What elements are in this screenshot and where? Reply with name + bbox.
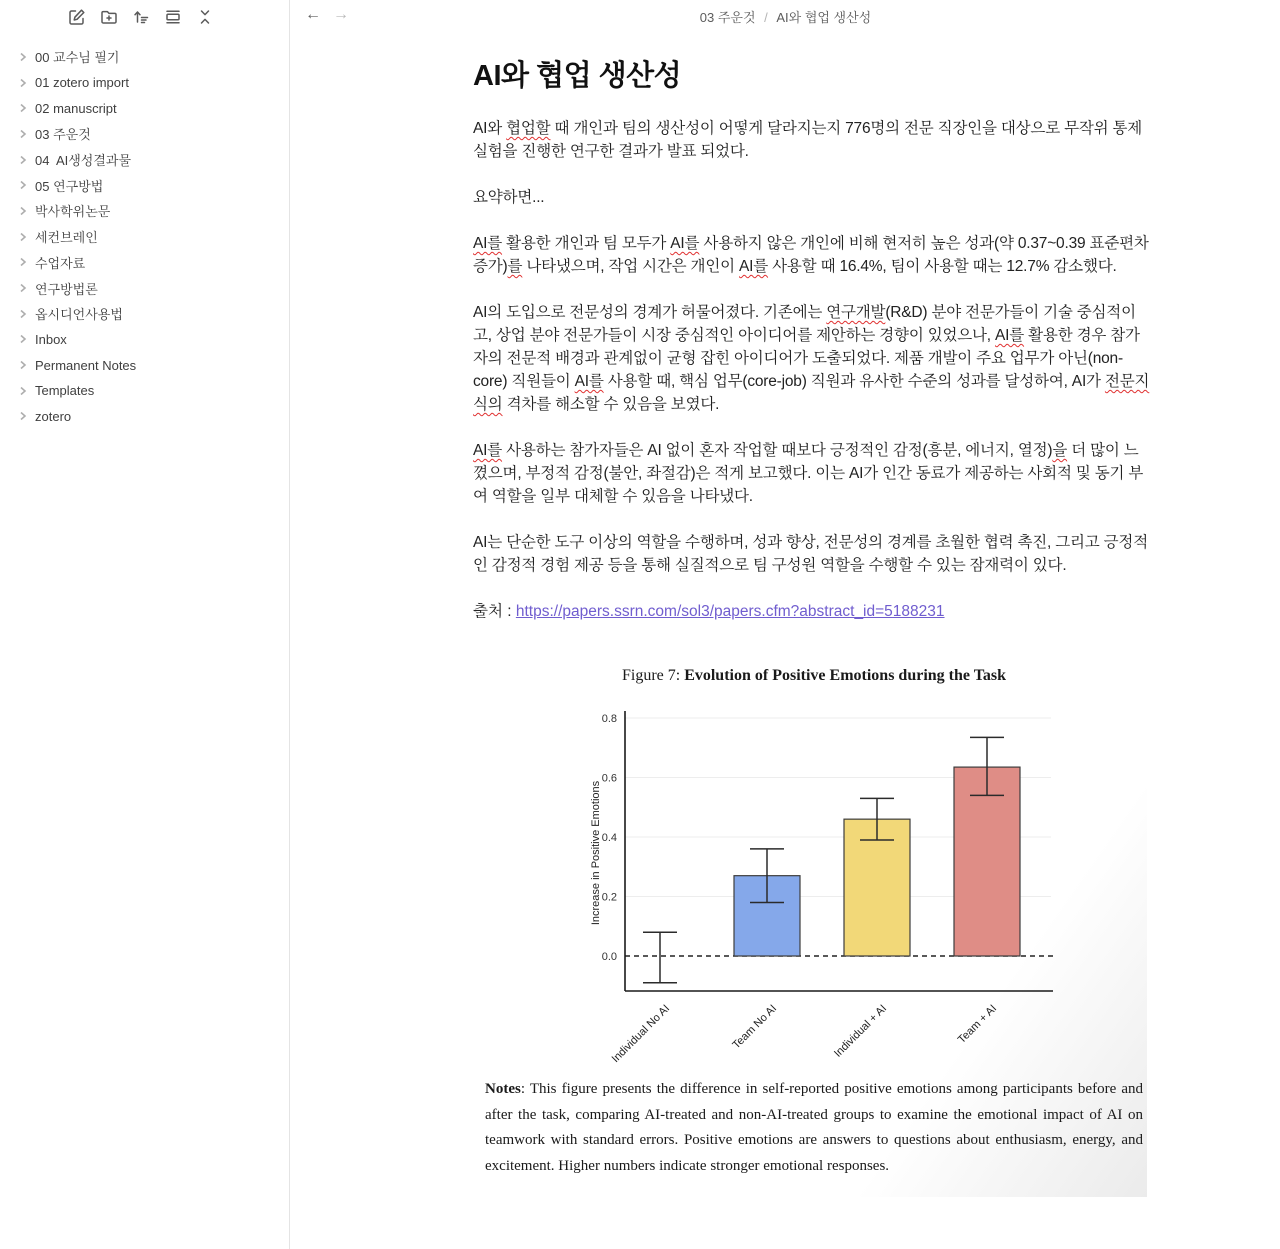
figure-number: Figure 7: [621, 667, 685, 684]
chevron-right-icon [18, 52, 28, 62]
folder-label: 연구방법론 [35, 281, 98, 297]
pane-header [291, 0, 1280, 34]
folder-label: Inbox [35, 331, 67, 347]
sidebar-folder-item[interactable] [0, 352, 289, 378]
chevron-right-icon [18, 386, 28, 396]
figure-notes [481, 1071, 1147, 1197]
svg-text:0.8: 0.8 [601, 713, 617, 725]
svg-text:0.6: 0.6 [601, 772, 617, 785]
folder-label: 00 교수님 필기 [35, 50, 120, 66]
paragraph: AI와 협업할 때 개인과 팀의 생산성이 어떻게 달라지는지 776명의 전문 직장인을 대상으로 무작위 통제 실험을 진행한 연구한 결과가 발표 되었다. [473, 120, 1143, 160]
breadcrumb-folder[interactable]: 03 주운것 [699, 10, 756, 25]
note-body [473, 117, 1150, 577]
figure-title: Evolution of Positive Emotions during the Task [684, 667, 1007, 684]
source-label: 출처 : [473, 603, 516, 620]
sidebar-folder-item[interactable] [0, 44, 289, 70]
chevron-right-icon [18, 78, 28, 88]
collapse-all-icon[interactable] [196, 8, 214, 26]
note-content [473, 58, 1150, 1197]
folder-label: 옵시디언사용법 [35, 307, 123, 323]
page-title: AI와 협업 생산성 [473, 60, 682, 92]
chevron-right-icon [18, 309, 28, 319]
chevron-right-icon [18, 155, 28, 165]
folder-label: 04 AI생성결과물 [35, 153, 132, 169]
svg-text:0.0: 0.0 [601, 951, 617, 963]
layout-icon[interactable] [164, 8, 182, 26]
source-line [473, 600, 1150, 623]
sidebar-folder-item[interactable] [0, 404, 289, 430]
sidebar-folder-item[interactable] [0, 275, 289, 301]
chevron-right-icon [18, 283, 28, 293]
sidebar-folder-item[interactable] [0, 224, 289, 250]
chevron-right-icon [18, 129, 28, 139]
svg-text:0.4: 0.4 [601, 832, 617, 844]
breadcrumb [291, 7, 1280, 26]
figure-notes-text: : This figure presents the difference in self-reported positive emotions among participants before and after the task, comparing AI-treated and non-AI-treated groups to examine the emotional impact of AI on teamwork with standard errors. Positive emotions are answers to questions about enthusiasm, energy, and excitement. Higher numbers indicate stronger emotional responses. [485, 1081, 1143, 1174]
folder-label: 05 연구방법 [35, 178, 104, 194]
svg-text:Increase in Positive Emotions: Increase in Positive Emotions [590, 780, 602, 926]
sidebar-folder-item[interactable] [0, 95, 289, 121]
paragraph: 요약하면... [473, 189, 545, 206]
chevron-right-icon [18, 206, 28, 216]
chevron-right-icon [18, 232, 28, 242]
sidebar-toolbar [0, 0, 289, 32]
sort-order-icon[interactable] [132, 8, 150, 26]
breadcrumb-separator: / [764, 10, 768, 25]
folder-label: Permanent Notes [35, 357, 137, 373]
sidebar-folder-item[interactable] [0, 250, 289, 276]
sidebar-folder-item[interactable] [0, 198, 289, 224]
chevron-right-icon [18, 360, 28, 370]
folder-label: zotero [35, 408, 72, 424]
figure-notes-label: Notes [485, 1081, 521, 1097]
sidebar-folder-item[interactable] [0, 121, 289, 147]
folder-tree [0, 32, 289, 429]
figure-caption [481, 665, 1147, 691]
chevron-right-icon [18, 103, 28, 113]
nav-back-icon[interactable]: ← [305, 6, 321, 23]
nav-forward-icon[interactable]: → [333, 6, 349, 23]
folder-label: 03 주운것 [35, 127, 91, 143]
chevron-right-icon [18, 334, 28, 344]
folder-label: 수업자료 [35, 255, 86, 271]
sidebar-folder-item[interactable] [0, 327, 289, 353]
paragraph: AI는 단순한 도구 이상의 역할을 수행하며, 성과 향상, 전문성의 경계를 초월한 협력 촉진, 그리고 긍정적인 감정적 경험 제공 등을 통해 실질적으로 팀 구성원 역할을 수행할 수 있는 잠재력이 있다. [473, 534, 1148, 574]
chevron-right-icon [18, 257, 28, 267]
sidebar-folder-item[interactable] [0, 301, 289, 327]
figure-image [481, 659, 1147, 1197]
note-pane [291, 0, 1280, 1249]
bar-chart [481, 691, 1147, 1071]
chevron-right-icon [18, 180, 28, 190]
folder-label: 02 manuscript [35, 100, 117, 116]
sidebar-folder-item[interactable] [0, 378, 289, 404]
file-explorer-sidebar [0, 0, 290, 1249]
svg-text:Team + AI: Team + AI [955, 1002, 1000, 1046]
folder-label: 세컨브레인 [35, 230, 98, 246]
svg-text:Team No AI: Team No AI [730, 1002, 780, 1052]
svg-text:0.2: 0.2 [601, 891, 617, 904]
svg-text:Individual No AI: Individual No AI [609, 1002, 673, 1066]
svg-text:Individual + AI: Individual + AI [831, 1002, 890, 1060]
folder-label: Templates [35, 383, 95, 399]
new-folder-icon[interactable] [100, 8, 118, 26]
source-link[interactable]: https://papers.ssrn.com/sol3/papers.cfm?abstract_id=5188231 [515, 603, 945, 620]
paragraph: AI의 도입으로 전문성의 경계가 허물어졌다. 기존에는 연구개발(R&D) 분야 전문가들이 기술 중심적이고, 상업 분야 전문가들이 시장 중심적인 아이디어를 제안하는 경향이 있었으나, AI를 활용한 경우 참가자의 전문적 배경과 관계없이 균형 잡힌 아이디어가 도출되었다. 제품 개발이 주요 업무가 아닌(non-core) 직원들이 AI를 사용할 때, 핵심 업무(core-job) 직원과 유사한 수준의 성과를 달성하여, AI가 전문지식의 격차를 해소할 수 있음을 보였다. [473, 304, 1150, 413]
breadcrumb-note[interactable]: AI와 협업 생산성 [776, 10, 872, 25]
sidebar-folder-item[interactable] [0, 147, 289, 173]
folder-label: 01 zotero import [35, 75, 129, 91]
new-note-icon[interactable] [68, 8, 86, 26]
paragraph: AI를 사용하는 참가자들은 AI 없이 혼자 작업할 때보다 긍정적인 감정(흥분, 에너지, 열정)을 더 많이 느꼈으며, 부정적 감정(불안, 좌절감)은 적게 보고했다. 이는 AI가 인간 동료가 제공하는 사회적 및 동기 부여 역할을 일부 대체할 수 있음을 나타냈다. [473, 442, 1144, 505]
folder-label: 박사학위논문 [35, 204, 111, 220]
sidebar-folder-item[interactable] [0, 70, 289, 96]
paragraph: AI를 활용한 개인과 팀 모두가 AI를 사용하지 않은 개인에 비해 현저히 높은 성과(약 0.37~0.39 표준편차 증가)를 나타냈으며, 작업 시간은 개인이 AI를 사용할 때 16.4%, 팀이 사용할 때는 12.7% 감소했다. [473, 235, 1149, 275]
chevron-right-icon [18, 411, 28, 421]
sidebar-folder-item[interactable] [0, 172, 289, 198]
